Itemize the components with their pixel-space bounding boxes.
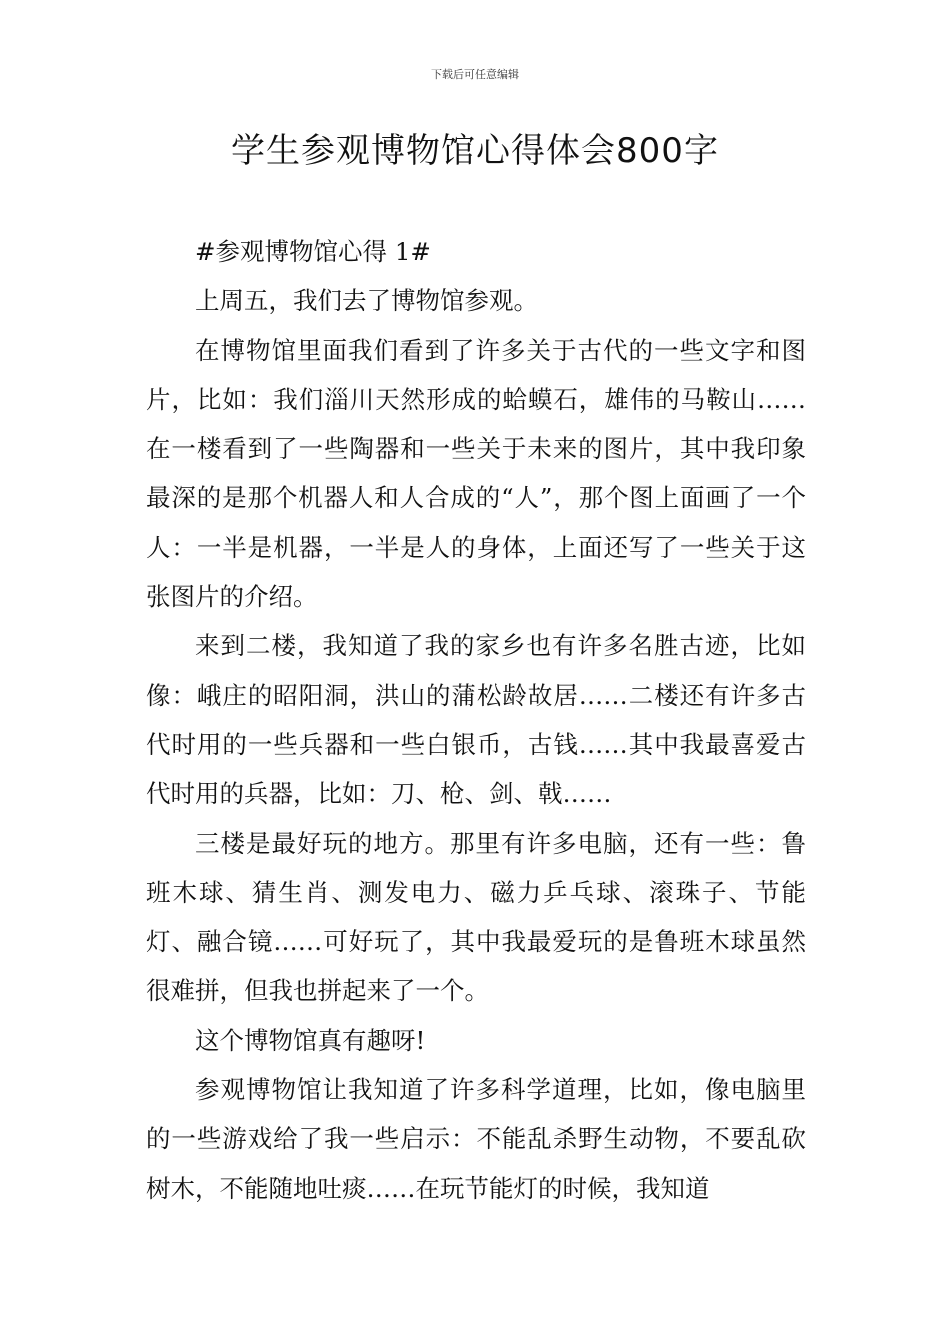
- header-note: 下载后可任意编辑: [431, 68, 519, 81]
- document-title: 学生参观博物馆心得体会800字: [231, 131, 719, 171]
- paragraph-3: 来到二楼，我知道了我的家乡也有许多名胜古迹，比如像：峨庄的昭阳洞，洪山的蒲松龄故居……二楼还有许多古代时用的一些兵器和一些白银币，古钱……其中我最喜爱古代时用的兵器，比如：刀、枪、剑、戟……: [146, 631, 806, 809]
- paragraph-5: 这个博物馆真有趣呀!: [195, 1025, 426, 1055]
- paragraph-4: 三楼是最好玩的地方。那里有许多电脑，还有一些：鲁班木球、猜生肖、测发电力、磁力乒乓球、滚珠子、节能灯、融合镜……可好玩了，其中我最爱玩的是鲁班木球虽然很难拼，但我也拼起来了一个。: [146, 828, 806, 1006]
- section-heading: #参观博物馆心得 1#: [195, 237, 431, 266]
- document-body: [146, 227, 806, 1213]
- paragraph-6: 参观博物馆让我知道了许多科学道理，比如，像电脑里的一些游戏给了我一些启示：不能乱杀野生动物，不要乱砍树木，不能随地吐痰……在玩节能灯的时候，我知道: [146, 1075, 806, 1203]
- paragraph-2: 在博物馆里面我们看到了许多关于古代的一些文字和图片，比如：我们淄川天然形成的蛤蟆石，雄伟的马鞍山……在一楼看到了一些陶器和一些关于未来的图片，其中我印象最深的是那个机器人和人合成的“人”，那个图上面画了一个人：一半是机器，一半是人的身体，上面还写了一些关于这张图片的介绍。: [146, 335, 806, 612]
- paragraph-1: 上周五，我们去了博物馆参观。: [195, 286, 538, 316]
